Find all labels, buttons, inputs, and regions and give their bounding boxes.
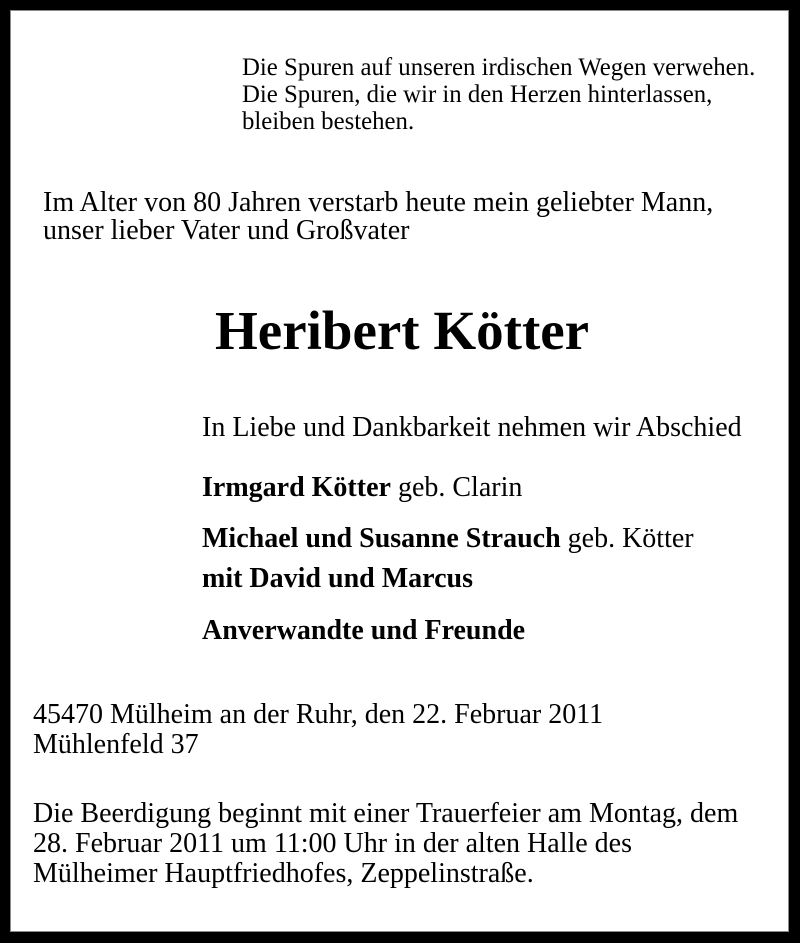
announcement-line: unser lieber Vater und Großvater [43,215,410,246]
funeral-line: Die Beerdigung beginnt mit einer Trauerfeier am Montag, dem [33,798,739,829]
mourner-name: Michael und Susanne Strauch [202,523,561,554]
family-address [33,700,603,760]
mourner-name: Anverwandte und Freunde [202,615,526,646]
address-line: 45470 Mülheim an der Ruhr, den 22. Februar 2011 [33,699,604,730]
poem-line: Die Spuren, die wir in den Herzen hinterlassen, [242,81,713,108]
deceased-name: Heribert Kötter [215,300,590,361]
maiden-name: geb. Kötter [567,523,694,554]
announcement-line: Im Alter von 80 Jahren verstarb heute mein geliebter Mann, [43,187,714,218]
poem-line: bleiben bestehen. [242,108,415,135]
mourner-entry [202,617,525,645]
funeral-details [33,799,738,889]
maiden-name: geb. Clarin [397,472,523,503]
death-announcement [43,189,713,245]
mourner-entry [202,565,473,593]
funeral-line: Mülheimer Hauptfriedhofes, Zeppelinstraße. [33,858,534,889]
mourner-name: mit David und Marcus [202,563,473,594]
poem-line: Die Spuren auf unseren irdischen Wegen verwehen. [242,54,756,81]
farewell-line: In Liebe und Dankbarkeit nehmen wir Abschied [202,412,742,443]
mourner-name: Irmgard Kötter [202,472,391,503]
obituary-notice [10,10,789,932]
funeral-line: 28. Februar 2011 um 11:00 Uhr in der alten Halle des [33,828,633,859]
mourner-entry [202,474,522,502]
memorial-poem [242,54,755,135]
mourner-entry [202,525,694,553]
address-line: Mühlenfeld 37 [33,729,199,760]
